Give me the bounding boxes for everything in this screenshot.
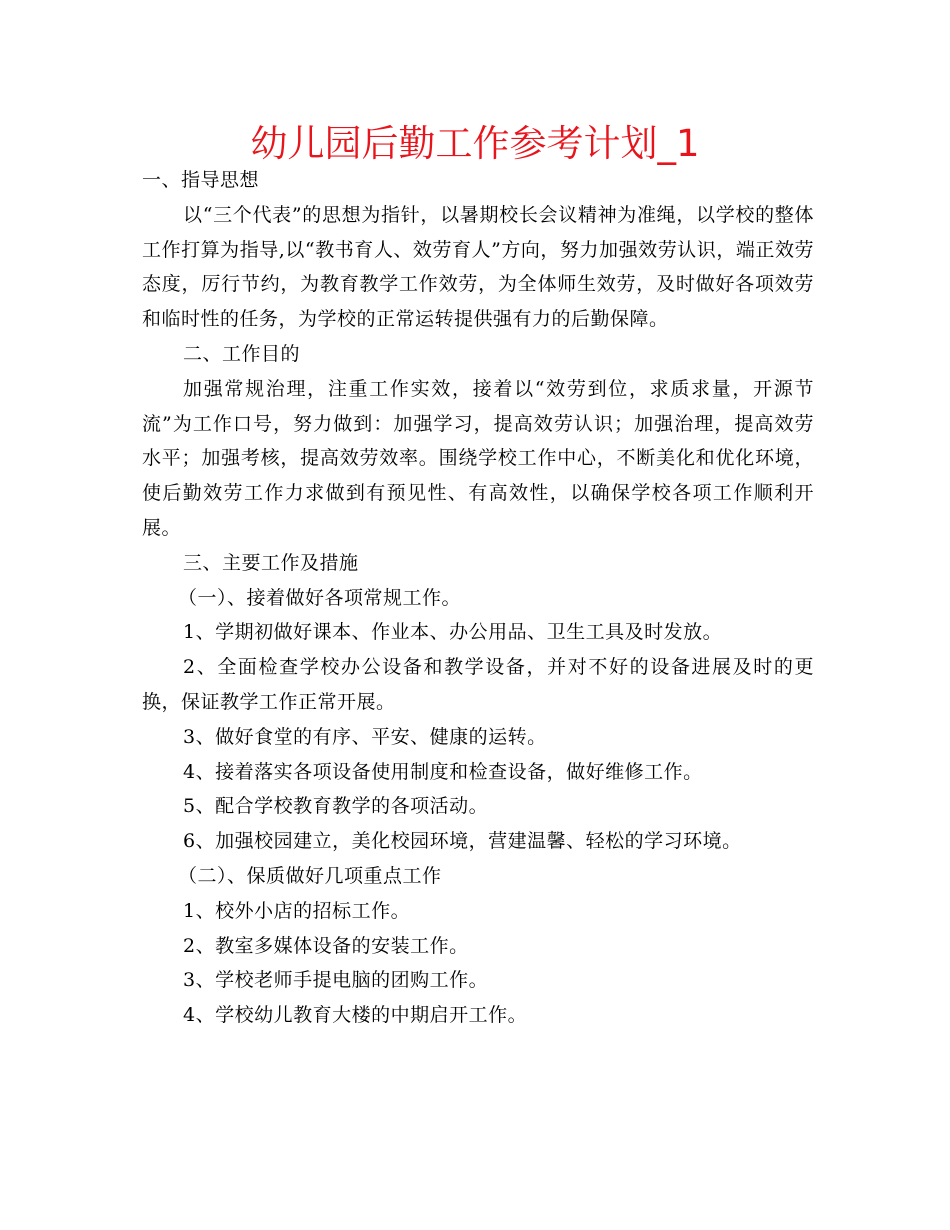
list-item: 1、校外小店的招标工作。 xyxy=(183,899,411,922)
list-item: 3、学校老师手提电脑的团购工作。 xyxy=(183,969,489,992)
list-item: 2、全面检查学校办公设备和教学设备，并对不好的设备进展及时的更换，保证教学工作正常开展。 xyxy=(142,656,814,713)
paragraph-work-goals: 加强常规治理，注重工作实效，接着以“效劳到位，求质求量，开源节流”为工作口号，努力做到：加强学习，提高效劳认识；加强治理，提高效劳水平；加强考核，提高效劳效率。围绕学校工作中心，不断美化和优化环境，使后勤效劳工作力求做到有预见性、有高效性，以确保学校各项工作顺利开展。 xyxy=(142,377,814,539)
document-title: 幼儿园后勤工作参考计划_1 xyxy=(250,122,700,165)
list-item: 3、做好食堂的有序、平安、健康的运转。 xyxy=(183,725,547,748)
list-item: 2、教室多媒体设备的安装工作。 xyxy=(183,934,469,957)
list-item: 4、接着落实各项设备使用制度和检查设备，做好维修工作。 xyxy=(183,760,703,783)
list-item: 5、配合学校教育教学的各项活动。 xyxy=(183,795,489,818)
list-item: 1、学期初做好课本、作业本、办公用品、卫生工具及时发放。 xyxy=(183,621,723,644)
subsection-heading-key-work: （二）、保质做好几项重点工作 xyxy=(178,864,442,887)
list-item: 4、学校幼儿教育大楼的中期启开工作。 xyxy=(183,1004,528,1027)
document-body xyxy=(142,163,814,1033)
paragraph-guiding-thought: 以“三个代表”的思想为指针，以暑期校长会议精神为准绳，以学校的整体工作打算为指导,以“教书育人、效劳育人”方向，努力加强效劳认识，端正效劳态度，厉行节约，为教育教学工作效劳，为全体师生效劳，及时做好各项效劳和临时性的任务，为学校的正常运转提供强有力的后勤保障。 xyxy=(142,203,814,331)
section-heading-work-goals: 二、工作目的 xyxy=(183,342,301,365)
section-heading-main-work: 三、主要工作及措施 xyxy=(183,551,359,574)
subsection-heading-routine-work: （一）、接着做好各项常规工作。 xyxy=(178,586,462,609)
section-heading-guiding-thought: 一、指导思想 xyxy=(142,169,260,191)
list-item: 6、加强校园建立，美化校园环境，营建温馨、轻松的学习环境。 xyxy=(183,830,742,853)
